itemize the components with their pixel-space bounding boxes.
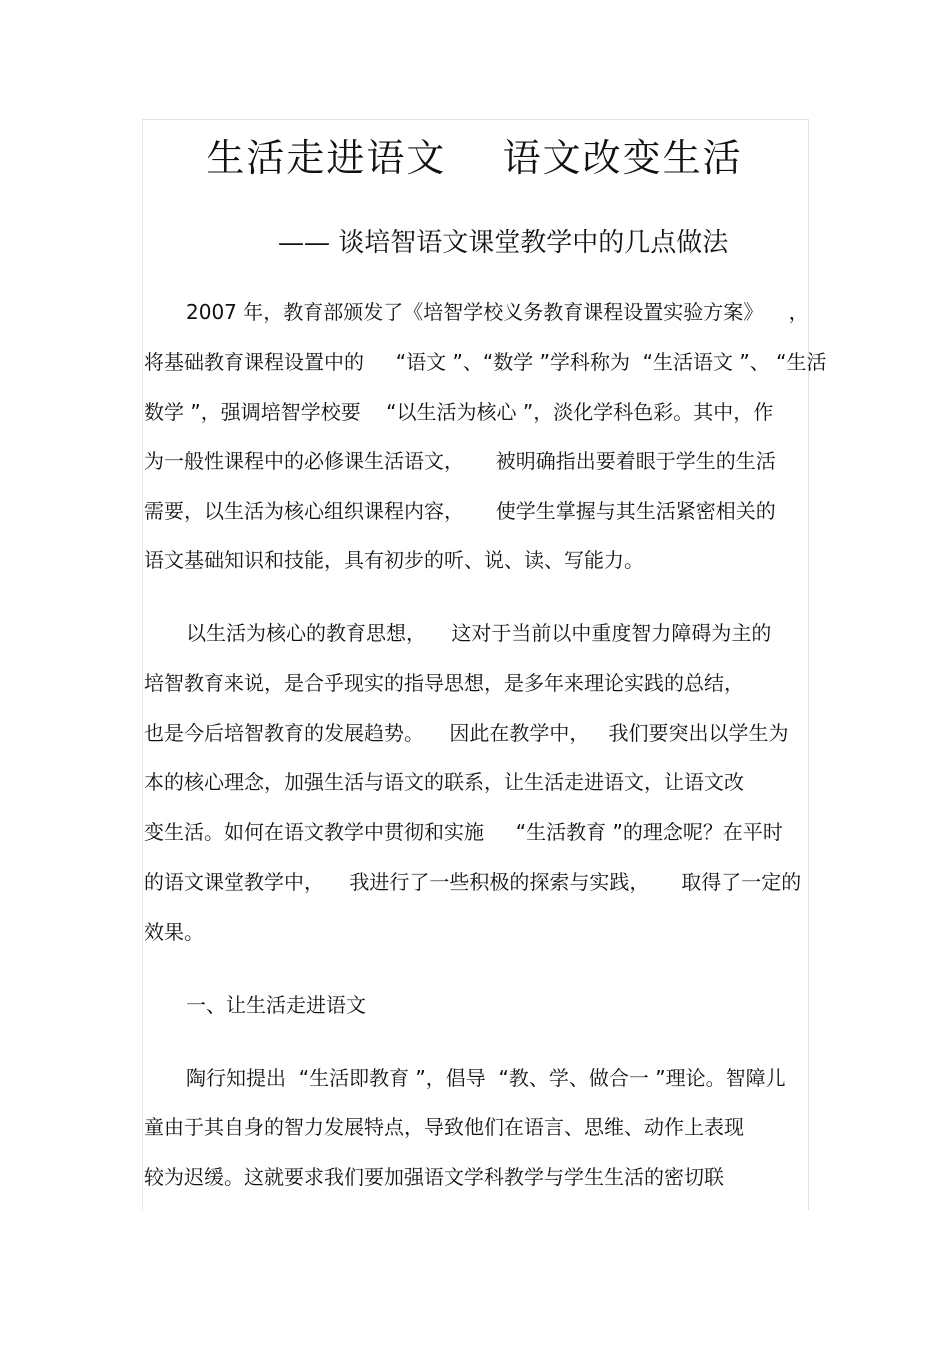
paragraph-2-line-4: 本的核心理念，加强生活与语文的联系，让生活走进语文，让语文改 [144,770,744,794]
section-heading-1: 一、让生活走进语文 [186,993,366,1017]
paragraph-2-line-2: 培智教育来说，是合乎现实的指导思想，是多年来理论实践的总结， [144,671,744,695]
paragraph-1-line-1: 2007 年，教育部颁发了《培智学校义务教育课程设置实验方案》 ， [186,300,809,324]
document-subtitle: —— 谈培智语文课堂教学中的几点做法 [278,228,729,258]
paragraph-3-line-2: 童由于其自身的智力发展特点，导致他们在语言、思维、动作上表现 [144,1115,744,1139]
paragraph-2-line-3: 也是今后培智教育的发展趋势。 因此在教学中， 我们要突出以学生为 [144,721,789,745]
document-title: 生活走进语文 语文改变生活 [206,136,743,180]
paragraph-2-line-7: 效果。 [144,920,204,944]
paragraph-1-line-5: 需要，以生活为核心组织课程内容， 使学生掌握与其生活紧密相关的 [144,499,776,523]
paragraph-2-line-5: 变生活。如何在语文教学中贯彻和实施 “生活教育 ”的理念呢？在平时 [144,820,783,844]
page-frame [142,119,809,1210]
paragraph-3-line-3: 较为迟缓。这就要求我们要加强语文学科教学与学生生活的密切联 [144,1165,724,1189]
paragraph-1-line-2: 将基础教育课程设置中的 “语文 ”、“数学 ”学科称为 “生活语文 ”、 “生活 [144,350,827,374]
paragraph-1-line-4: 为一般性课程中的必修课生活语文， 被明确指出要着眼于学生的生活 [144,449,776,473]
paragraph-2-line-6: 的语文课堂教学中， 我进行了一些积极的探索与实践， 取得了一定的 [144,870,802,894]
paragraph-3-line-1: 陶行知提出 “生活即教育 ”，倡导 “教、学、做合一 ”理论。智障儿 [186,1066,786,1090]
paragraph-1-line-3: 数学 ”，强调培智学校要 “以生活为核心 ”，淡化学科色彩。其中，作 [144,400,774,424]
paragraph-2-line-1: 以生活为核心的教育思想， 这对于当前以中重度智力障碍为主的 [186,621,772,645]
paragraph-1-line-6: 语文基础知识和技能，具有初步的听、说、读、写能力。 [144,548,644,572]
